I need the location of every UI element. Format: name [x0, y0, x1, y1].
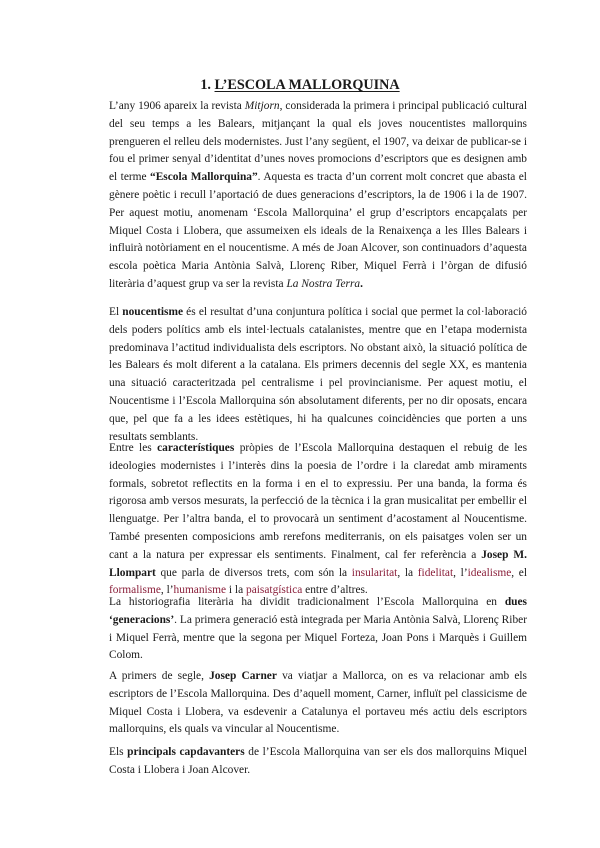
section-number: 1. — [200, 77, 211, 93]
trait-insularitat: insularitat — [351, 566, 398, 579]
text-run: de l’Escola Mallorquina van ser els dos mallorquins Miquel Costa i Llobera i Joan Alcover. — [109, 746, 527, 776]
trait-fidelitat: fidelitat — [417, 566, 454, 579]
paragraph-caracteristiques — [109, 440, 527, 600]
text-run: és el resultat d’una conjuntura política i social que permet la col·laboració dels poders polítics amb els intel·lectuals catalanistes, mentre que en l’etapa modernista predominava l’actitud individualista dels escriptors. No obstant això, la situació política de les Balears és molt diferent a la catalana. Els primers decennis del segle XX, es mantenia una situació caracteritzada pel centralisme i pel provincianisme. Per aquest motiu, el Noucentisme i l’Escola Mallorquina són absolutament diferents, per no dir oposats, encara que, pel que fa a les idees estètiques, hi ha qualcunes coincidències que porten a uns resultats semblants. — [109, 306, 527, 443]
text-run: , considerada la primera i principal publicació cultural del seu temps a les Balears, mitjançant la qual els joves noucentistes mallorquins prengueren el relleu dels modernistes. Just l’any següent, el 1907, va deixar de publicar-se i fou el primer senyal d’identitat d’unes noves promocions d’escriptors que es designen amb el terme — [109, 100, 527, 184]
text-run: va viatjar a Mallorca, on es va relacionar amb els escriptors de l’Escola Mallorquina. Des d’aquell moment, Carner, influït pel classicisme de Miquel Costa i Llobera, va esdevenir a Catalunya el portaveu més actiu dels escriptors mallorquins, els quals va vincular al Noucentisme. — [109, 670, 527, 736]
text-run: i la — [226, 584, 246, 597]
paragraph-capdavanters — [109, 744, 527, 780]
term-principals-capdavanters: principals capdavanters — [127, 746, 245, 758]
text-run: La historiografia literària ha dividit tradicionalment l’Escola Mallorquina en — [109, 596, 505, 608]
term-noucentisme: noucentisme — [122, 306, 184, 318]
text-run: . — [360, 277, 363, 290]
magazine-title-nostra-terra: La Nostra Terra — [286, 277, 361, 290]
text-run: A primers de segle, — [109, 670, 210, 682]
term-dues-generacions: dues ‘generacions’ — [109, 596, 527, 626]
text-run: Entre les — [109, 442, 158, 454]
magazine-title-mitjorn: Mitjorn — [244, 100, 280, 112]
paragraph-carner — [109, 668, 527, 739]
text-run: , el — [511, 566, 528, 579]
trait-formalisme: formalisme — [109, 584, 161, 597]
text-run: . La primera generació està integrada per Maria Antònia Salvà, Llorenç Riber i Miquel Ferrà, mentre que la segona per Miquel Forteza, Joan Pons i Marquès i Guillem Colom. — [109, 613, 527, 662]
text-run: Els — [109, 746, 128, 758]
author-josep-carner: Josep Carner — [209, 670, 277, 682]
author-josep-llompart: Josep M. Llompart — [109, 548, 527, 579]
trait-paisatgistica: paisatgística — [246, 584, 303, 597]
section-title: L’ESCOLA MALLORQUINA — [214, 77, 400, 93]
term-caracteristiques: característiques — [157, 442, 235, 454]
text-run: , l’ — [453, 566, 468, 579]
trait-idealisme: idealisme — [467, 566, 512, 579]
paragraph-generacions — [109, 594, 527, 665]
paragraph-noucentisme — [109, 304, 527, 446]
text-run: . Aquesta es tracta d’un corrent molt concret que abasta el gènere poètic i recull l’aportació de dues generacions d’escriptors, la de 1906 i la de 1907. Per aquest motiu, anomenam ‘Escola Mallorquina’ el grup d’escriptors encapçalats per Miquel Costa i Llobera, que assumeixen els ideals de la Renaixença a les Illes Balears i influirà notòriament en el noucentisme. A més de Joan Alcover, son continuadors d’aquesta escola poètica Maria Antònia Salvà, Llorenç Riber, Miquel Ferrà i l’òrgan de difusió literària d’aquest grup va ser la revista — [109, 171, 527, 290]
text-run: pròpies de l’Escola Mallorquina destaquen el rebuig de les ideologies modernistes i l’interès dins la poesia de l’ordre i la claredat amb miraments formals, sobretot reflectits en la forma i en el to expressiu. Per una banda, la forma és rigorosa amb versos mesurats, la perfecció de la tècnica i la gran musicalitat per embellir el llenguatge. Per l’altra banda, el to provocarà un sentiment d’acostament al Noucentisme. També presenten composicions amb rerefons mediterranis, on els paisatges volen ser un cant a la natura per expressar els sentiments. Finalment, cal fer referència a — [109, 442, 528, 561]
paragraph-intro — [109, 98, 527, 294]
text-run: L’any 1906 apareix la revista — [109, 100, 245, 112]
page-title — [0, 76, 600, 94]
text-run: , l’ — [160, 584, 174, 597]
text-run: , la — [397, 566, 418, 579]
term-escola-mallorquina: “Escola Mallorquina” — [150, 171, 258, 184]
text-run: El — [109, 306, 123, 318]
text-run: entre d’altres. — [302, 584, 368, 597]
trait-humanisme: humanisme — [173, 584, 227, 597]
text-run: que parla de diversos trets, com són la — [155, 566, 352, 579]
